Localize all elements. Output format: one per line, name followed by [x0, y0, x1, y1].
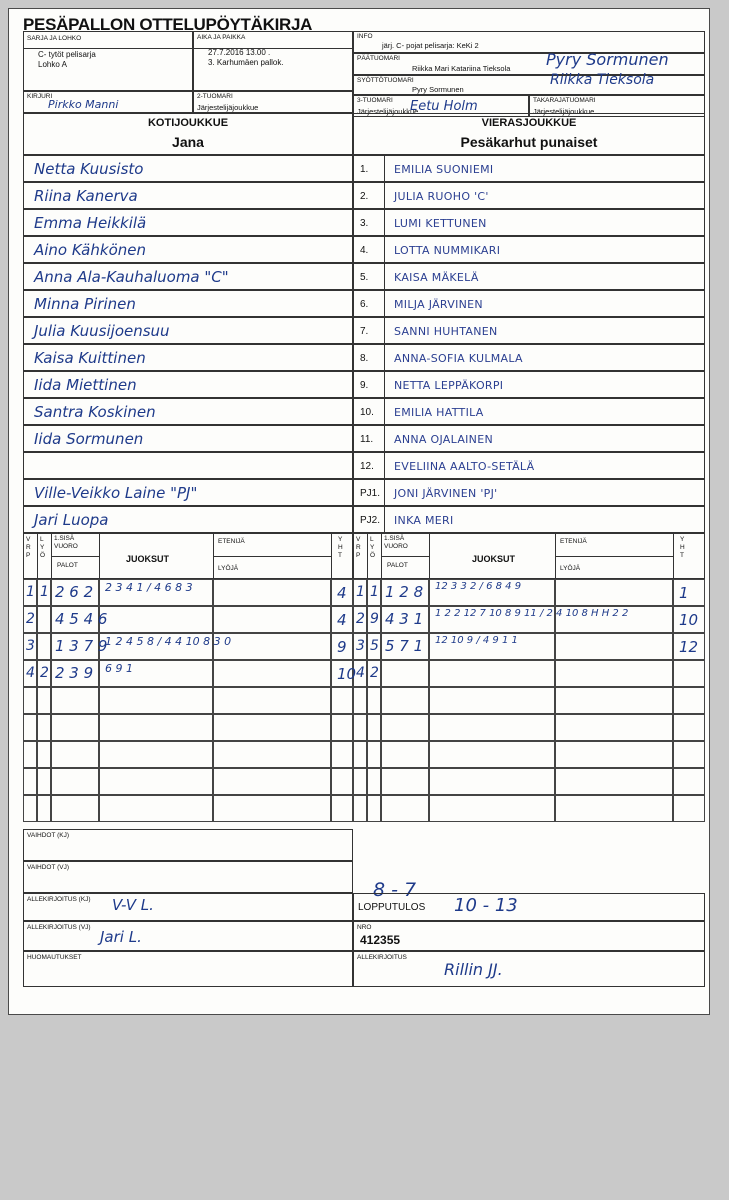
- info-value: järj. C- pojat pelisarja: KeKi 2: [382, 41, 479, 50]
- away-player-number: 2.: [360, 191, 369, 202]
- away-score-cell: [673, 714, 705, 741]
- tuomari2-cell: [193, 91, 353, 113]
- home-player-row: [23, 479, 353, 506]
- away-score-cell: [429, 687, 555, 714]
- home-score-cell: [37, 606, 51, 633]
- away-score-cell: [555, 768, 673, 795]
- aika-value-2: 3. Karhumäen pallok.: [208, 58, 284, 67]
- away-player-name: KAISA MÄKELÄ: [394, 271, 479, 284]
- away-row-divider: [384, 426, 385, 451]
- away-player-row: [353, 236, 705, 263]
- home-score-cell: [331, 741, 353, 768]
- syottotuomari-label: SYÖTTÖTUOMARI: [357, 77, 414, 84]
- score-entry: 3: [26, 638, 35, 654]
- takarajatuomari-label: TAKARAJATUOMARI: [533, 97, 596, 104]
- score-entry: 1: [40, 584, 49, 600]
- nro-label: NRO: [357, 924, 372, 931]
- away-player-name: JULIA RUOHO 'C': [394, 190, 489, 203]
- away-player-number: PJ2.: [360, 515, 381, 526]
- home-score-cell: [23, 768, 37, 795]
- away-score-cell: [353, 795, 367, 822]
- home-score-cell: [37, 741, 51, 768]
- home-player-name: Jari Luopa: [34, 511, 109, 529]
- vaihdot-kj-label: VAIHDOT (KJ): [27, 832, 70, 839]
- away-score-cell: [353, 768, 367, 795]
- away-etenija-header: ETENIJÄ: [560, 538, 587, 545]
- home-juoksut-header: JUOKSUT: [126, 554, 170, 564]
- allekirjoitus-vj-cell: [23, 921, 353, 951]
- away-player-name: ANNA-SOFIA KULMALA: [394, 352, 523, 365]
- away-score-cell: [381, 687, 429, 714]
- score-entry: 1: [370, 584, 379, 600]
- away-score-cell: [429, 660, 555, 687]
- aika-label: AIKA JA PAIKKA: [197, 34, 246, 41]
- home-player-row: [23, 182, 353, 209]
- score-entry: 5 7 1: [385, 637, 424, 655]
- home-score-cell: [213, 579, 331, 606]
- away-player-name: MILJA JÄRVINEN: [394, 298, 483, 311]
- home-score-cell: [331, 795, 353, 822]
- home-etenija-header: ETENIJÄ: [218, 538, 245, 545]
- home-score-cell: [23, 714, 37, 741]
- page-title: PESÄPALLON OTTELUPÖYTÄKIRJA: [23, 15, 313, 34]
- home-player-row: [23, 290, 353, 317]
- vaihdot-vj-cell: [23, 861, 353, 893]
- score-entry: 3: [356, 638, 365, 654]
- home-score-cell: [23, 741, 37, 768]
- home-score-cell: [99, 687, 213, 714]
- score-entry: 4: [337, 584, 347, 602]
- away-score-cell: [555, 714, 673, 741]
- home-player-name: Ville-Veikko Laine "PJ": [34, 484, 198, 502]
- away-player-number: 1.: [360, 164, 369, 175]
- away-player-name: LUMI KETTUNEN: [394, 217, 487, 230]
- away-player-number: 6.: [360, 299, 369, 310]
- away-player-row: [353, 290, 705, 317]
- allekirjoitus-right-cell: [353, 951, 705, 987]
- home-sisavuoro-header: 1.SISÄ VUORO: [54, 535, 78, 550]
- score-entry: 4: [337, 611, 347, 629]
- sarja-label: SARJA JA LOHKO: [27, 35, 82, 42]
- away-row-divider: [384, 507, 385, 532]
- away-score-cell: [673, 741, 705, 768]
- away-player-number: 5.: [360, 272, 369, 283]
- score-entry: 4: [356, 665, 365, 681]
- away-row-divider: [384, 156, 385, 181]
- allekirjoitus-kj-cell: [23, 893, 353, 921]
- syottotuomari-cell: [353, 72, 705, 95]
- away-score-cell: [673, 660, 705, 687]
- away-player-row: [353, 425, 705, 452]
- home-player-row: [23, 506, 353, 533]
- home-vrp-header: V R P: [26, 536, 31, 559]
- score-entry: 1 2 8: [385, 583, 424, 601]
- mid-score: 8 - 7: [373, 879, 417, 901]
- away-score-cell: [367, 768, 381, 795]
- kirjuri-label: KIRJURI: [27, 93, 53, 100]
- home-lyo-header: L Y Ö: [40, 536, 46, 559]
- home-score-cell: [37, 714, 51, 741]
- allekirjoitus-kj-value: V-V L.: [112, 896, 154, 914]
- score-entry: 2 3 9: [55, 664, 94, 682]
- lopputulos-label: LOPPUTULOS: [358, 902, 426, 913]
- home-palot-header: PALOT: [57, 562, 78, 569]
- away-row-divider: [384, 183, 385, 208]
- home-score-cell: [51, 768, 99, 795]
- home-score-cell: [213, 687, 331, 714]
- away-player-name: ANNA OJALAINEN: [394, 433, 493, 446]
- home-score-cell: [213, 741, 331, 768]
- aika-cell: [193, 31, 353, 91]
- paatuomari-value: Riikka Mari Katariina Tieksola: [412, 64, 511, 73]
- home-score-cell: [331, 687, 353, 714]
- away-player-row: [353, 479, 705, 506]
- away-player-name: NETTA LEPPÄKORPI: [394, 379, 504, 392]
- lopputulos-cell: [353, 893, 705, 921]
- away-score-cell: [555, 795, 673, 822]
- score-entry: 1 2 4 5 8 / 4 4 10 8 3 0: [105, 635, 232, 648]
- away-player-name: EVELIINA AALTO-SETÄLÄ: [394, 460, 535, 473]
- away-palot-header: PALOT: [387, 562, 408, 569]
- home-score-cell: [37, 795, 51, 822]
- home-score-cell: [99, 606, 213, 633]
- home-player-row: [23, 155, 353, 182]
- aika-value-1: 27.7.2016 13.00 .: [208, 48, 271, 57]
- nro-cell: [353, 921, 705, 951]
- home-player-name: Aino Kähkönen: [34, 241, 146, 259]
- away-player-row: [353, 182, 705, 209]
- home-player-row: [23, 371, 353, 398]
- away-team-cell: [353, 113, 705, 155]
- home-score-cell: [99, 795, 213, 822]
- tuomari3-label: 3-TUOMARI: [357, 97, 393, 104]
- score-entry: 2: [40, 665, 49, 681]
- home-team-cell: [23, 113, 353, 155]
- away-row-divider: [384, 237, 385, 262]
- away-player-row: [353, 506, 705, 533]
- home-score-cell: [37, 687, 51, 714]
- score-entry: 10: [337, 665, 357, 683]
- away-row-divider: [384, 372, 385, 397]
- away-player-number: 7.: [360, 326, 369, 337]
- away-player-number: 4.: [360, 245, 369, 256]
- paatuomari-label: PÄÄTUOMARI: [357, 55, 400, 62]
- allekirjoitus-kj-label: ALLEKIRJOITUS (KJ): [27, 896, 91, 903]
- score-entry: 10: [679, 611, 699, 629]
- score-entry: 12 3 3 2 / 6 8 4 9: [435, 581, 522, 592]
- away-player-row: [353, 317, 705, 344]
- score-entry: 4 3 1: [385, 610, 424, 628]
- away-player-number: 12.: [360, 461, 374, 472]
- score-entry: 12 10 9 / 4 9 1 1: [435, 635, 518, 646]
- sarja-cell: [23, 31, 193, 91]
- score-entry: 2 6 2: [55, 583, 94, 601]
- allekirjoitus-vj-label: ALLEKIRJOITUS (VJ): [27, 924, 91, 931]
- home-score-cell: [51, 714, 99, 741]
- away-player-name: JONI JÄRVINEN 'PJ': [394, 487, 498, 500]
- tuomari2-label: 2-TUOMARI: [197, 93, 233, 100]
- score-entry: 1: [679, 584, 689, 602]
- home-player-row: [23, 317, 353, 344]
- away-player-row: [353, 344, 705, 371]
- away-score-cell: [367, 714, 381, 741]
- home-score-cell: [23, 687, 37, 714]
- score-entry: 1: [26, 584, 35, 600]
- away-score-cell: [429, 795, 555, 822]
- away-score-cell: [353, 687, 367, 714]
- home-player-row: [23, 263, 353, 290]
- home-score-cell: [23, 795, 37, 822]
- home-player-name: Anna Ala-Kauhaluoma "C": [34, 268, 229, 286]
- home-team-label: KOTIJOUKKUE: [147, 117, 229, 129]
- home-score-cell: [51, 741, 99, 768]
- huomautukset-cell: [23, 951, 353, 987]
- allekirjoitus-right-label: ALLEKIRJOITUS: [357, 954, 407, 961]
- away-score-cell: [353, 741, 367, 768]
- away-row-divider: [384, 210, 385, 235]
- away-team-name: Pesäkarhut punaiset: [460, 134, 598, 150]
- kirjuri-cell: [23, 91, 193, 113]
- nro-value: 412355: [360, 933, 401, 947]
- home-player-name: Santra Koskinen: [34, 403, 156, 421]
- score-entry: 1: [356, 584, 365, 600]
- home-player-name: Kaisa Kuittinen: [34, 349, 146, 367]
- away-score-cell: [367, 741, 381, 768]
- tuomari2-value: Järjestelijäjoukkue: [197, 103, 259, 112]
- away-score-cell: [381, 714, 429, 741]
- tuomari3-handwritten: Eetu Holm: [410, 99, 478, 114]
- home-score-cell: [37, 768, 51, 795]
- home-yht-header: Y H T: [338, 536, 343, 559]
- home-score-cell: [331, 714, 353, 741]
- takarajatuomari-value: Järjestelijäjoukkue: [533, 107, 595, 116]
- away-row-divider: [384, 345, 385, 370]
- away-juoksut-header: JUOKSUT: [472, 554, 516, 564]
- away-row-divider: [384, 453, 385, 478]
- away-score-cell: [381, 660, 429, 687]
- away-score-cell: [381, 741, 429, 768]
- home-player-name: Iida Miettinen: [34, 376, 137, 394]
- match-protocol-sheet: [8, 8, 710, 1015]
- score-entry: 4: [26, 665, 35, 681]
- away-row-divider: [384, 318, 385, 343]
- away-player-row: [353, 263, 705, 290]
- away-score-cell: [673, 795, 705, 822]
- home-lyoja-header: LYÖJÄ: [218, 565, 239, 572]
- syottotuomari-handwritten: Riikka Tieksola: [550, 72, 655, 88]
- away-player-row: [353, 452, 705, 479]
- away-player-number: 8.: [360, 353, 369, 364]
- home-player-name: Julia Kuusijoensuu: [34, 322, 170, 340]
- home-player-row: [23, 425, 353, 452]
- home-score-cell: [51, 687, 99, 714]
- score-entry: 9: [370, 611, 379, 627]
- away-player-number: 3.: [360, 218, 369, 229]
- away-row-divider: [384, 399, 385, 424]
- away-score-cell: [555, 579, 673, 606]
- away-player-name: SANNI HUHTANEN: [394, 325, 498, 338]
- syottotuomari-value: Pyry Sormunen: [412, 85, 464, 94]
- sarja-value-2: Lohko A: [38, 60, 67, 69]
- score-entry: 1 2 2 12 7 10 8 9 11 / 2 4 10 8 H H 2 2: [435, 608, 629, 619]
- home-player-row: [23, 209, 353, 236]
- away-score-cell: [555, 633, 673, 660]
- away-score-cell: [555, 741, 673, 768]
- score-entry: 6 9 1: [105, 662, 133, 675]
- away-player-number: PJ1.: [360, 488, 381, 499]
- away-score-cell: [381, 795, 429, 822]
- away-player-number: 10.: [360, 407, 374, 418]
- score-entry: 2 3 4 1 / 4 6 8 3: [105, 581, 193, 594]
- away-score-cell: [429, 741, 555, 768]
- score-entry: 1 3 7 9: [55, 637, 108, 655]
- sarja-value-1: C- tytöt pelisarja: [38, 50, 96, 59]
- kirjuri-value: Pirkko Manni: [48, 98, 119, 111]
- away-score-cell: [673, 687, 705, 714]
- away-yht-header: Y H T: [680, 536, 685, 559]
- home-score-cell: [331, 768, 353, 795]
- away-vrp-header: V R P: [356, 536, 361, 559]
- away-player-row: [353, 371, 705, 398]
- tuomari3-value: Järjestelijäjoukkue: [357, 107, 419, 116]
- home-score-cell: [99, 741, 213, 768]
- away-player-row: [353, 155, 705, 182]
- home-score-cell: [213, 714, 331, 741]
- home-score-cell: [99, 768, 213, 795]
- away-score-cell: [353, 714, 367, 741]
- info-label: INFO: [357, 33, 373, 40]
- away-player-name: EMILIA HATTILA: [394, 406, 484, 419]
- away-score-cell: [555, 660, 673, 687]
- home-player-row: [23, 236, 353, 263]
- allekirjoitus-right-value: Rillin JJ.: [444, 960, 503, 979]
- away-player-name: EMILIA SUONIEMI: [394, 163, 494, 176]
- home-player-name: Netta Kuusisto: [34, 160, 144, 178]
- allekirjoitus-vj-value: Jari L.: [100, 928, 142, 946]
- score-entry: 2: [356, 611, 365, 627]
- away-row-divider: [384, 264, 385, 289]
- away-score-cell: [555, 687, 673, 714]
- home-score-cell: [37, 633, 51, 660]
- away-row-divider: [384, 480, 385, 505]
- vaihdot-vj-label: VAIHDOT (VJ): [27, 864, 70, 871]
- score-entry: 5: [370, 638, 379, 654]
- home-player-name: Riina Kanerva: [34, 187, 138, 205]
- vaihdot-kj-cell: [23, 829, 353, 861]
- home-score-cell: [99, 714, 213, 741]
- away-team-label: VIERASJOUKKUE: [481, 117, 577, 129]
- home-score-cell: [213, 768, 331, 795]
- away-score-cell: [367, 687, 381, 714]
- home-score-cell: [213, 660, 331, 687]
- home-score-cell: [51, 795, 99, 822]
- away-sisavuoro-header: 1.SISÄ VUORO: [384, 535, 408, 550]
- home-player-name: Iida Sormunen: [34, 430, 144, 448]
- away-row-divider: [384, 291, 385, 316]
- lopputulos-value: 10 - 13: [454, 895, 518, 916]
- home-player-row: [23, 398, 353, 425]
- home-score-cell: [213, 606, 331, 633]
- away-score-cell: [429, 714, 555, 741]
- away-player-name: INKA MERI: [394, 514, 454, 527]
- away-score-cell: [429, 768, 555, 795]
- away-lyoja-header: LYÖJÄ: [560, 565, 581, 572]
- away-score-cell: [367, 795, 381, 822]
- home-score-cell: [213, 795, 331, 822]
- away-score-cell: [673, 579, 705, 606]
- away-lyo-header: L Y Ö: [370, 536, 376, 559]
- away-player-number: 9.: [360, 380, 369, 391]
- score-entry: 2: [370, 665, 379, 681]
- paatuomari-handwritten: Pyry Sormunen: [546, 50, 669, 69]
- huomautukset-label: HUOMAUTUKSET: [27, 954, 82, 961]
- score-entry: 2: [26, 611, 35, 627]
- home-team-name: Jana: [172, 134, 204, 150]
- home-player-row: [23, 452, 353, 479]
- away-player-row: [353, 398, 705, 425]
- home-player-name: Minna Pirinen: [34, 295, 136, 313]
- score-entry: 12: [679, 638, 699, 656]
- away-player-number: 11.: [360, 434, 374, 445]
- away-score-cell: [673, 768, 705, 795]
- home-player-row: [23, 344, 353, 371]
- home-player-name: Emma Heikkilä: [34, 214, 147, 232]
- away-score-cell: [381, 768, 429, 795]
- score-entry: 9: [337, 638, 347, 656]
- away-player-row: [353, 209, 705, 236]
- score-entry: 4 5 4 6: [55, 610, 108, 628]
- away-player-name: LOTTA NUMMIKARI: [394, 244, 501, 257]
